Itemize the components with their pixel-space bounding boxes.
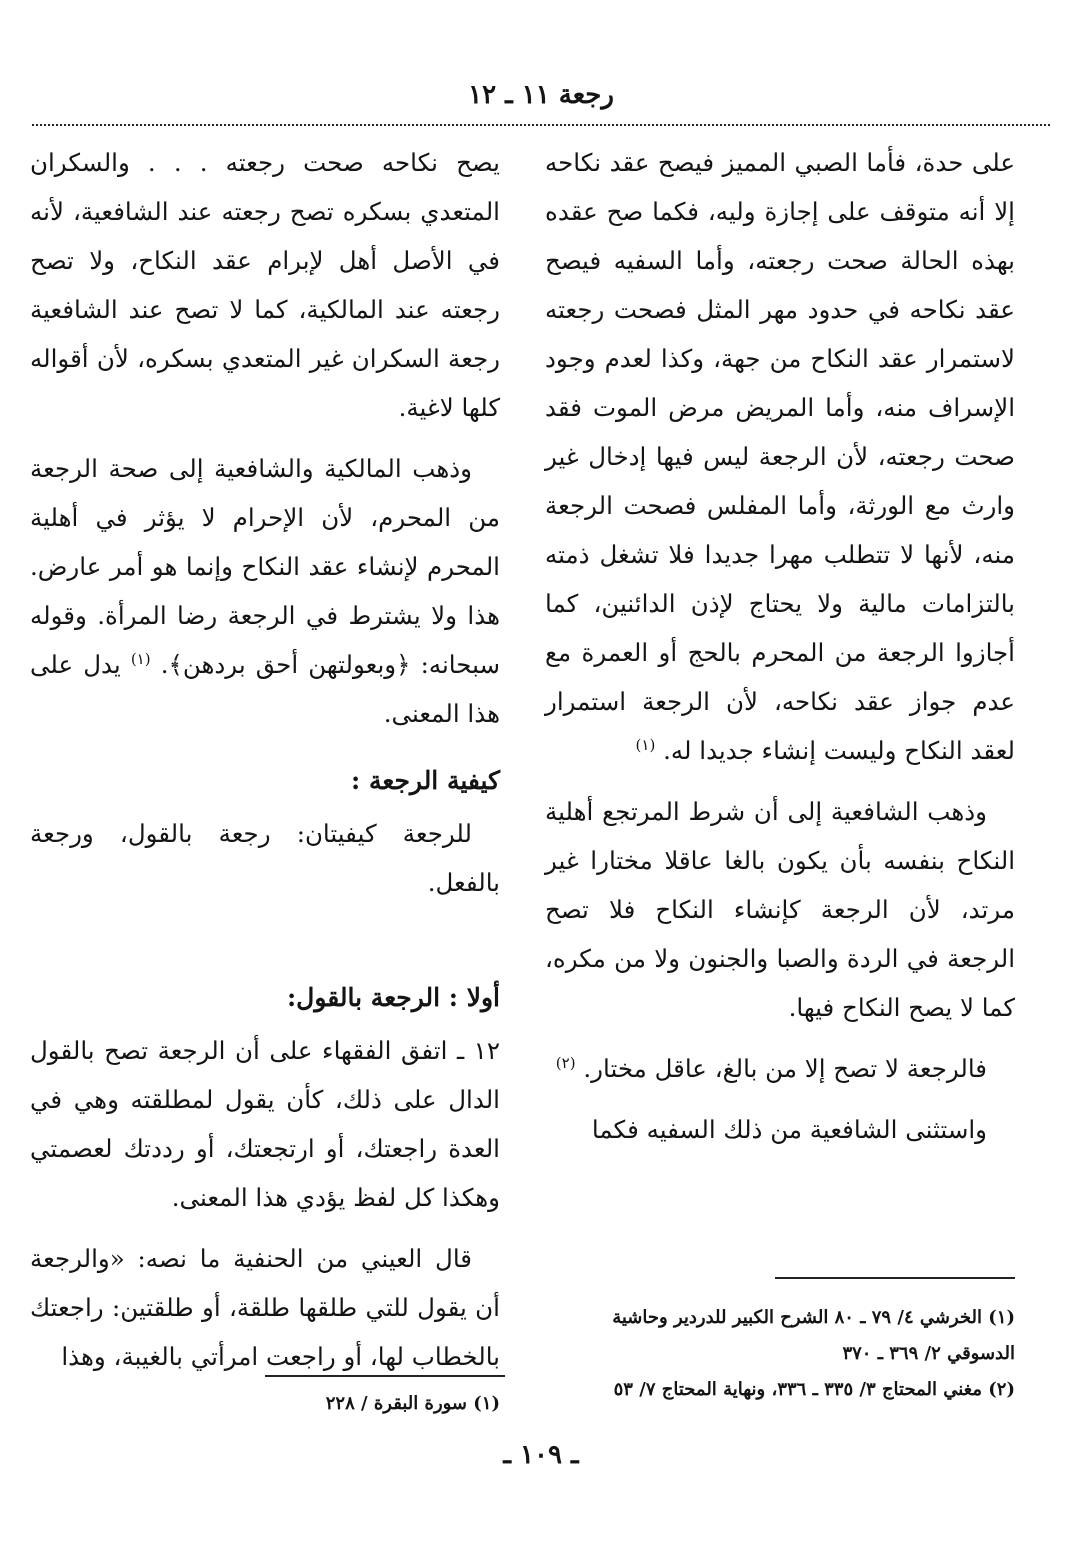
- right-paragraph-3-text: فالرجعة لا تصح إلا من بالغ، عاقل مختار.: [583, 1054, 987, 1083]
- footnote-2: (٢) مغني المحتاج ٣/ ٣٣٥ ـ ٣٣٦، ونهاية المحتاج ٧/ ٥٣: [613, 1379, 1015, 1400]
- right-paragraph-1-text: على حدة، فأما الصبي المميز فيصح عقد نكاحه إلا أنه متوقف على إجازة وليه، فكما صح عقده بهذه الحالة صحت رجعته، وأما السفيه فيصح عقد نكاحه في حدود مهر المثل فصحت رجعته لاستمرار عقد النكاح من جهة، وكذا لعدم وجود الإسراف منه، وأما المريض مرض الموت فقد صحت رجعته، لأن الرجعة ليس فيها إدخال غير وارث مع الورثة، وأما المفلس فصحت الرجعة منه، لأنها لا تتطلب مهرا جديدا فلا تشغل ذمته بالتزامات مالية ولا يحتاج لإذن الدائنين، كما أجازوا الرجعة من المحرم بالحج أو العمرة مع عدم جواز عقد نكاحه، لأن الرجعة استمرار لعقد النكاح وليست إنشاء جديدا له.: [545, 148, 1015, 765]
- right-column: [545, 138, 1015, 1166]
- left-paragraph-4: ١٢ ـ اتفق الفقهاء على أن الرجعة تصح بالقول الدال على ذلك، كأن يقول لمطلقته وهي في العدة راجعتك، أو ارتجعتك، أو رددتك لعصمتي وهكذا كل لفظ يؤدي هذا المعنى.: [30, 1036, 500, 1212]
- footnote-1: (١) سورة البقرة / ٢٢٨: [325, 1393, 500, 1414]
- left-paragraph-3: للرجعة كيفيتان: رجعة بالقول، ورجعة بالفعل.: [30, 819, 500, 897]
- right-paragraph-4: واستثنى الشافعية من ذلك السفيه فكما: [591, 1115, 987, 1144]
- footnote-divider-left: [265, 1375, 505, 1377]
- footnote-1: (١) الخرشي ٤/ ٧٩ ـ ٨٠ الشرح الكبير للدردير وحاشية الدسوقي ٢/ ٣٦٩ ـ ٣٧٠: [612, 1307, 1015, 1364]
- left-paragraph-2-end: يدل على هذا المعنى.: [30, 650, 500, 728]
- left-paragraph-2-text: وذهب المالكية والشافعية إلى صحة الرجعة من المحرم، لأن الإحرام لا يؤثر في أهلية المحرم لإنشاء عقد النكاح وإنما هو أمر عارض. هذا ولا يشترط في الرجعة رضا المرأة. وقوله سبحانه: ﴿وبعولتهن أحق بردهن﴾.: [30, 454, 500, 679]
- left-column: [30, 138, 500, 1393]
- footnote-ref: (٢): [555, 1053, 576, 1072]
- spacer: [30, 919, 500, 955]
- left-paragraph-2: [30, 444, 500, 738]
- section-heading-how: كيفية الرجعة :: [351, 766, 500, 795]
- footnotes-right: [540, 1300, 1015, 1408]
- right-paragraph-2: وذهب الشافعية إلى أن شرط المرتجع أهلية النكاح بنفسه بأن يكون بالغا عاقلا مختارا غير مرتد، لأن الرجعة كإنشاء النكاح فلا تصح الرجعة في الردة والصبا والجنون ولا من مكره، كما لا يصح النكاح فيها.: [545, 797, 1015, 1022]
- page-number: ـ ١٠٩ ـ: [503, 1440, 579, 1470]
- left-paragraph-1: يصح نكاحه صحت رجعته . . . والسكران المتعدي بسكره تصح رجعته عند الشافعية، لأنه في الأصل أهل لإبرام عقد النكاح، ولا تصح رجعته عند المالكية، كما لا تصح عند الشافعية رجعة السكران غير المتعدي بسكره، لأن أقواله كلها لاغية.: [30, 148, 500, 422]
- running-header: رجعة ١١ ـ ١٢: [468, 80, 614, 110]
- right-paragraph-1: [545, 138, 1015, 775]
- footnote-divider-right: [775, 1277, 1015, 1279]
- right-paragraph-3: [545, 1044, 1015, 1093]
- header-divider: [32, 124, 1050, 126]
- footnotes-left: [30, 1388, 500, 1420]
- left-paragraph-5: قال العيني من الحنفية ما نصه: «والرجعة أن يقول للتي طلقها طلقة، أو طلقتين: راجعتك بالخطاب لها، أو راجعت امرأتي بالغيبة، وهذا: [30, 1244, 500, 1371]
- footnote-ref: (١): [130, 649, 151, 668]
- footnote-ref: (١): [635, 735, 656, 754]
- section-heading-by-word: أولا : الرجعة بالقول:: [286, 983, 500, 1012]
